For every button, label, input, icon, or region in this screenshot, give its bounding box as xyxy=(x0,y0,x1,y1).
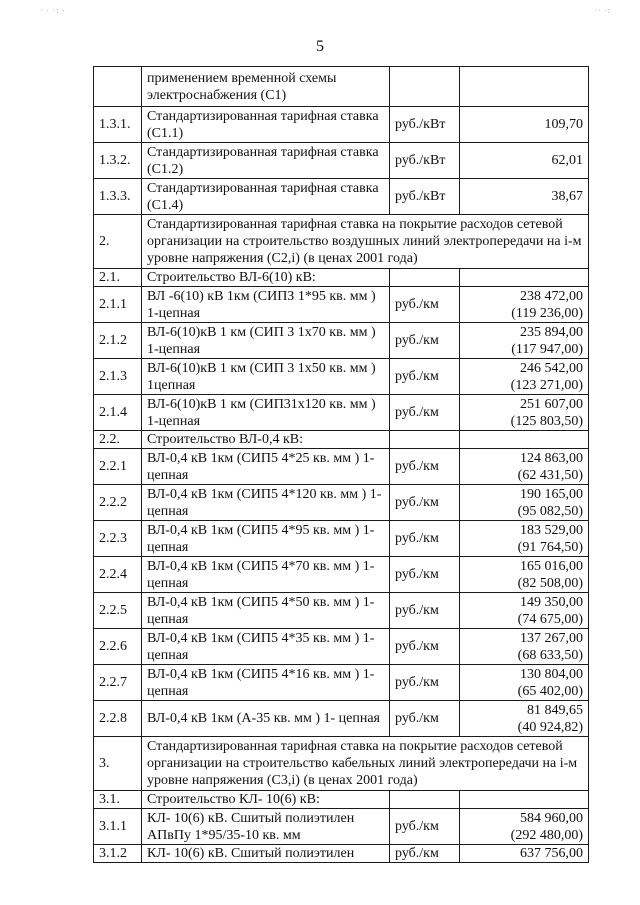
row-value xyxy=(460,809,589,845)
value-secondary: (119 236,00) xyxy=(511,305,583,321)
tariff-table xyxy=(93,66,589,863)
row-unit: руб./км xyxy=(390,395,460,431)
row-description: Стандартизированная тарифная ставка на покрытие расходов сетевой организации на строительство кабельных линий электропередачи на i-м уровне напряжения (С3,i) (в ценах 2001 года) xyxy=(142,737,589,791)
row-unit: руб./км xyxy=(390,809,460,845)
value-secondary: (91 764,50) xyxy=(517,539,583,555)
row-unit: руб./км xyxy=(390,521,460,557)
row-number: 2.2.8 xyxy=(94,701,142,737)
row-value xyxy=(460,323,589,359)
value-main: 165 016,00 xyxy=(520,558,583,574)
row-unit: руб./кВт xyxy=(390,143,460,179)
row-description: ВЛ-0,4 кВ 1км (СИП5 4*70 кв. мм ) 1- цепная xyxy=(142,557,390,593)
row-value xyxy=(460,557,589,593)
tariff-table-body xyxy=(94,67,589,863)
row-unit: руб./км xyxy=(390,629,460,665)
table-row xyxy=(94,665,589,701)
row-value xyxy=(460,593,589,629)
value-secondary: (82 508,00) xyxy=(517,575,583,591)
row-value xyxy=(460,521,589,557)
table-row xyxy=(94,269,589,287)
table-row xyxy=(94,143,589,179)
scan-artifact: · ∙ ·: ∙ xyxy=(40,6,66,15)
row-value xyxy=(460,359,589,395)
row-unit: руб./км xyxy=(390,845,460,863)
table-row xyxy=(94,215,589,269)
table-row xyxy=(94,791,589,809)
table-row xyxy=(94,485,589,521)
value-secondary: (123 271,00) xyxy=(510,377,583,393)
row-value xyxy=(460,431,589,449)
value-secondary: (62 431,50) xyxy=(517,467,583,483)
row-description: Строительство ВЛ-0,4 кВ: xyxy=(142,431,390,449)
value-secondary: (125 803,50) xyxy=(510,413,583,429)
row-unit: руб./км xyxy=(390,359,460,395)
table-row xyxy=(94,449,589,485)
row-description: ВЛ-0,4 кВ 1км (А-35 кв. мм ) 1- цепная xyxy=(142,701,390,737)
row-number: 2.2.2 xyxy=(94,485,142,521)
row-number: 2.2.4 xyxy=(94,557,142,593)
table-row xyxy=(94,179,589,215)
value-main: 238 472,00 xyxy=(520,288,583,304)
row-unit: руб./км xyxy=(390,449,460,485)
table-row xyxy=(94,557,589,593)
row-description: Стандартизированная тарифная ставка (С1.2) xyxy=(142,143,390,179)
row-value xyxy=(460,143,589,179)
row-unit: руб./км xyxy=(390,323,460,359)
value-main: 637 756,00 xyxy=(520,846,583,861)
scan-artifact: ·∙ ∙: xyxy=(595,6,611,15)
row-number: 1.3.1. xyxy=(94,107,142,143)
table-row xyxy=(94,845,589,863)
row-unit: руб./км xyxy=(390,593,460,629)
row-number: 2.2.6 xyxy=(94,629,142,665)
row-unit: руб./кВт xyxy=(390,107,460,143)
row-description: КЛ- 10(6) кВ. Сшитый полиэтилен АПвПу 1*95/35-10 кв. мм xyxy=(142,809,390,845)
row-value xyxy=(460,629,589,665)
row-value xyxy=(460,287,589,323)
row-description: ВЛ -6(10) кВ 1км (СИПЗ 1*95 кв. мм ) 1-цепная xyxy=(142,287,390,323)
row-number: 2.1.4 xyxy=(94,395,142,431)
value-main: 62,01 xyxy=(551,153,583,168)
row-description: применением временной схемы электроснабжения (С1) xyxy=(142,67,390,107)
row-value xyxy=(460,67,589,107)
table-row xyxy=(94,431,589,449)
row-number: 2.2.5 xyxy=(94,593,142,629)
row-value xyxy=(460,269,589,287)
row-description: Строительство ВЛ-6(10) кВ: xyxy=(142,269,390,287)
row-description: ВЛ-0,4 кВ 1км (СИП5 4*95 кв. мм ) 1- цепная xyxy=(142,521,390,557)
row-value xyxy=(460,845,589,863)
row-number: 2.1. xyxy=(94,269,142,287)
row-unit xyxy=(390,431,460,449)
table-row xyxy=(94,593,589,629)
value-main: 38,67 xyxy=(551,189,583,204)
value-main: 149 350,00 xyxy=(520,594,583,610)
row-number: 3.1. xyxy=(94,791,142,809)
row-unit xyxy=(390,791,460,809)
table-row xyxy=(94,521,589,557)
table-row xyxy=(94,629,589,665)
row-unit xyxy=(390,269,460,287)
row-unit: руб./км xyxy=(390,557,460,593)
table-row xyxy=(94,701,589,737)
row-value xyxy=(460,449,589,485)
row-description: ВЛ-0,4 кВ 1км (СИП5 4*50 кв. мм ) 1- цепная xyxy=(142,593,390,629)
value-secondary: (40 924,82) xyxy=(517,719,583,735)
row-unit: руб./км xyxy=(390,665,460,701)
value-main: 190 165,00 xyxy=(520,486,583,502)
value-main: 130 804,00 xyxy=(520,666,583,682)
row-value xyxy=(460,107,589,143)
table-row xyxy=(94,737,589,791)
page-number: 5 xyxy=(316,38,324,55)
value-secondary: (74 675,00) xyxy=(517,611,583,627)
row-unit: руб./кВт xyxy=(390,179,460,215)
row-value xyxy=(460,791,589,809)
value-main: 124 863,00 xyxy=(520,450,583,466)
row-value xyxy=(460,179,589,215)
row-description: ВЛ-0,4 кВ 1км (СИП5 4*120 кв. мм ) 1- цепная xyxy=(142,485,390,521)
row-number: 1.3.2. xyxy=(94,143,142,179)
row-number xyxy=(94,67,142,107)
row-value xyxy=(460,485,589,521)
row-description: ВЛ-0,4 кВ 1км (СИП5 4*16 кв. мм ) 1- цепная xyxy=(142,665,390,701)
row-number: 2.1.2 xyxy=(94,323,142,359)
row-description: ВЛ-6(10)кВ 1 км (СИП 3 1х70 кв. мм ) 1-цепная xyxy=(142,323,390,359)
row-number: 2.1.1 xyxy=(94,287,142,323)
value-secondary: (65 402,00) xyxy=(517,683,583,699)
row-unit xyxy=(390,67,460,107)
row-description: ВЛ-0,4 кВ 1км (СИП5 4*25 кв. мм ) 1- цепная xyxy=(142,449,390,485)
row-number: 2. xyxy=(94,215,142,269)
row-number: 3.1.1 xyxy=(94,809,142,845)
value-secondary: (68 633,50) xyxy=(517,647,583,663)
row-unit: руб./км xyxy=(390,287,460,323)
value-main: 235 894,00 xyxy=(520,324,583,340)
row-unit: руб./км xyxy=(390,485,460,521)
row-description: ВЛ-6(10)кВ 1 км (СИП31х120 кв. мм ) 1-цепная xyxy=(142,395,390,431)
value-secondary: (117 947,00) xyxy=(511,341,583,357)
row-number: 3. xyxy=(94,737,142,791)
table-row xyxy=(94,287,589,323)
row-value xyxy=(460,395,589,431)
row-description: Стандартизированная тарифная ставка на покрытие расходов сетевой организации на строительство воздушных линий электропередачи на i-м уровне напряжения (С2,i) (в ценах 2001 года) xyxy=(142,215,589,269)
row-number: 3.1.2 xyxy=(94,845,142,863)
row-value xyxy=(460,701,589,737)
row-number: 2.2.7 xyxy=(94,665,142,701)
value-main: 251 607,00 xyxy=(520,396,583,412)
row-unit: руб./км xyxy=(390,701,460,737)
row-value xyxy=(460,665,589,701)
row-number: 2.2.3 xyxy=(94,521,142,557)
value-secondary: (292 480,00) xyxy=(510,827,583,843)
table-row xyxy=(94,67,589,107)
table-row xyxy=(94,359,589,395)
row-description: Стандартизированная тарифная ставка (С1.1) xyxy=(142,107,390,143)
row-description: ВЛ-0,4 кВ 1км (СИП5 4*35 кв. мм ) 1- цепная xyxy=(142,629,390,665)
value-main: 81 849,65 xyxy=(527,702,583,718)
value-main: 246 542,00 xyxy=(520,360,583,376)
value-main: 137 267,00 xyxy=(520,630,583,646)
table-row xyxy=(94,809,589,845)
row-description: КЛ- 10(6) кВ. Сшитый полиэтилен xyxy=(142,845,390,863)
row-description: ВЛ-6(10)кВ 1 км (СИП 3 1х50 кв. мм ) 1цепная xyxy=(142,359,390,395)
row-number: 2.2.1 xyxy=(94,449,142,485)
row-description: Стандартизированная тарифная ставка (С1.4) xyxy=(142,179,390,215)
value-main: 109,70 xyxy=(544,117,583,132)
row-description: Строительство КЛ- 10(6) кВ: xyxy=(142,791,390,809)
row-number: 2.2. xyxy=(94,431,142,449)
value-secondary: (95 082,50) xyxy=(517,503,583,519)
row-number: 1.3.3. xyxy=(94,179,142,215)
value-main: 183 529,00 xyxy=(520,522,583,538)
table-row xyxy=(94,395,589,431)
table-row xyxy=(94,107,589,143)
row-number: 2.1.3 xyxy=(94,359,142,395)
value-main: 584 960,00 xyxy=(520,810,583,826)
table-row xyxy=(94,323,589,359)
